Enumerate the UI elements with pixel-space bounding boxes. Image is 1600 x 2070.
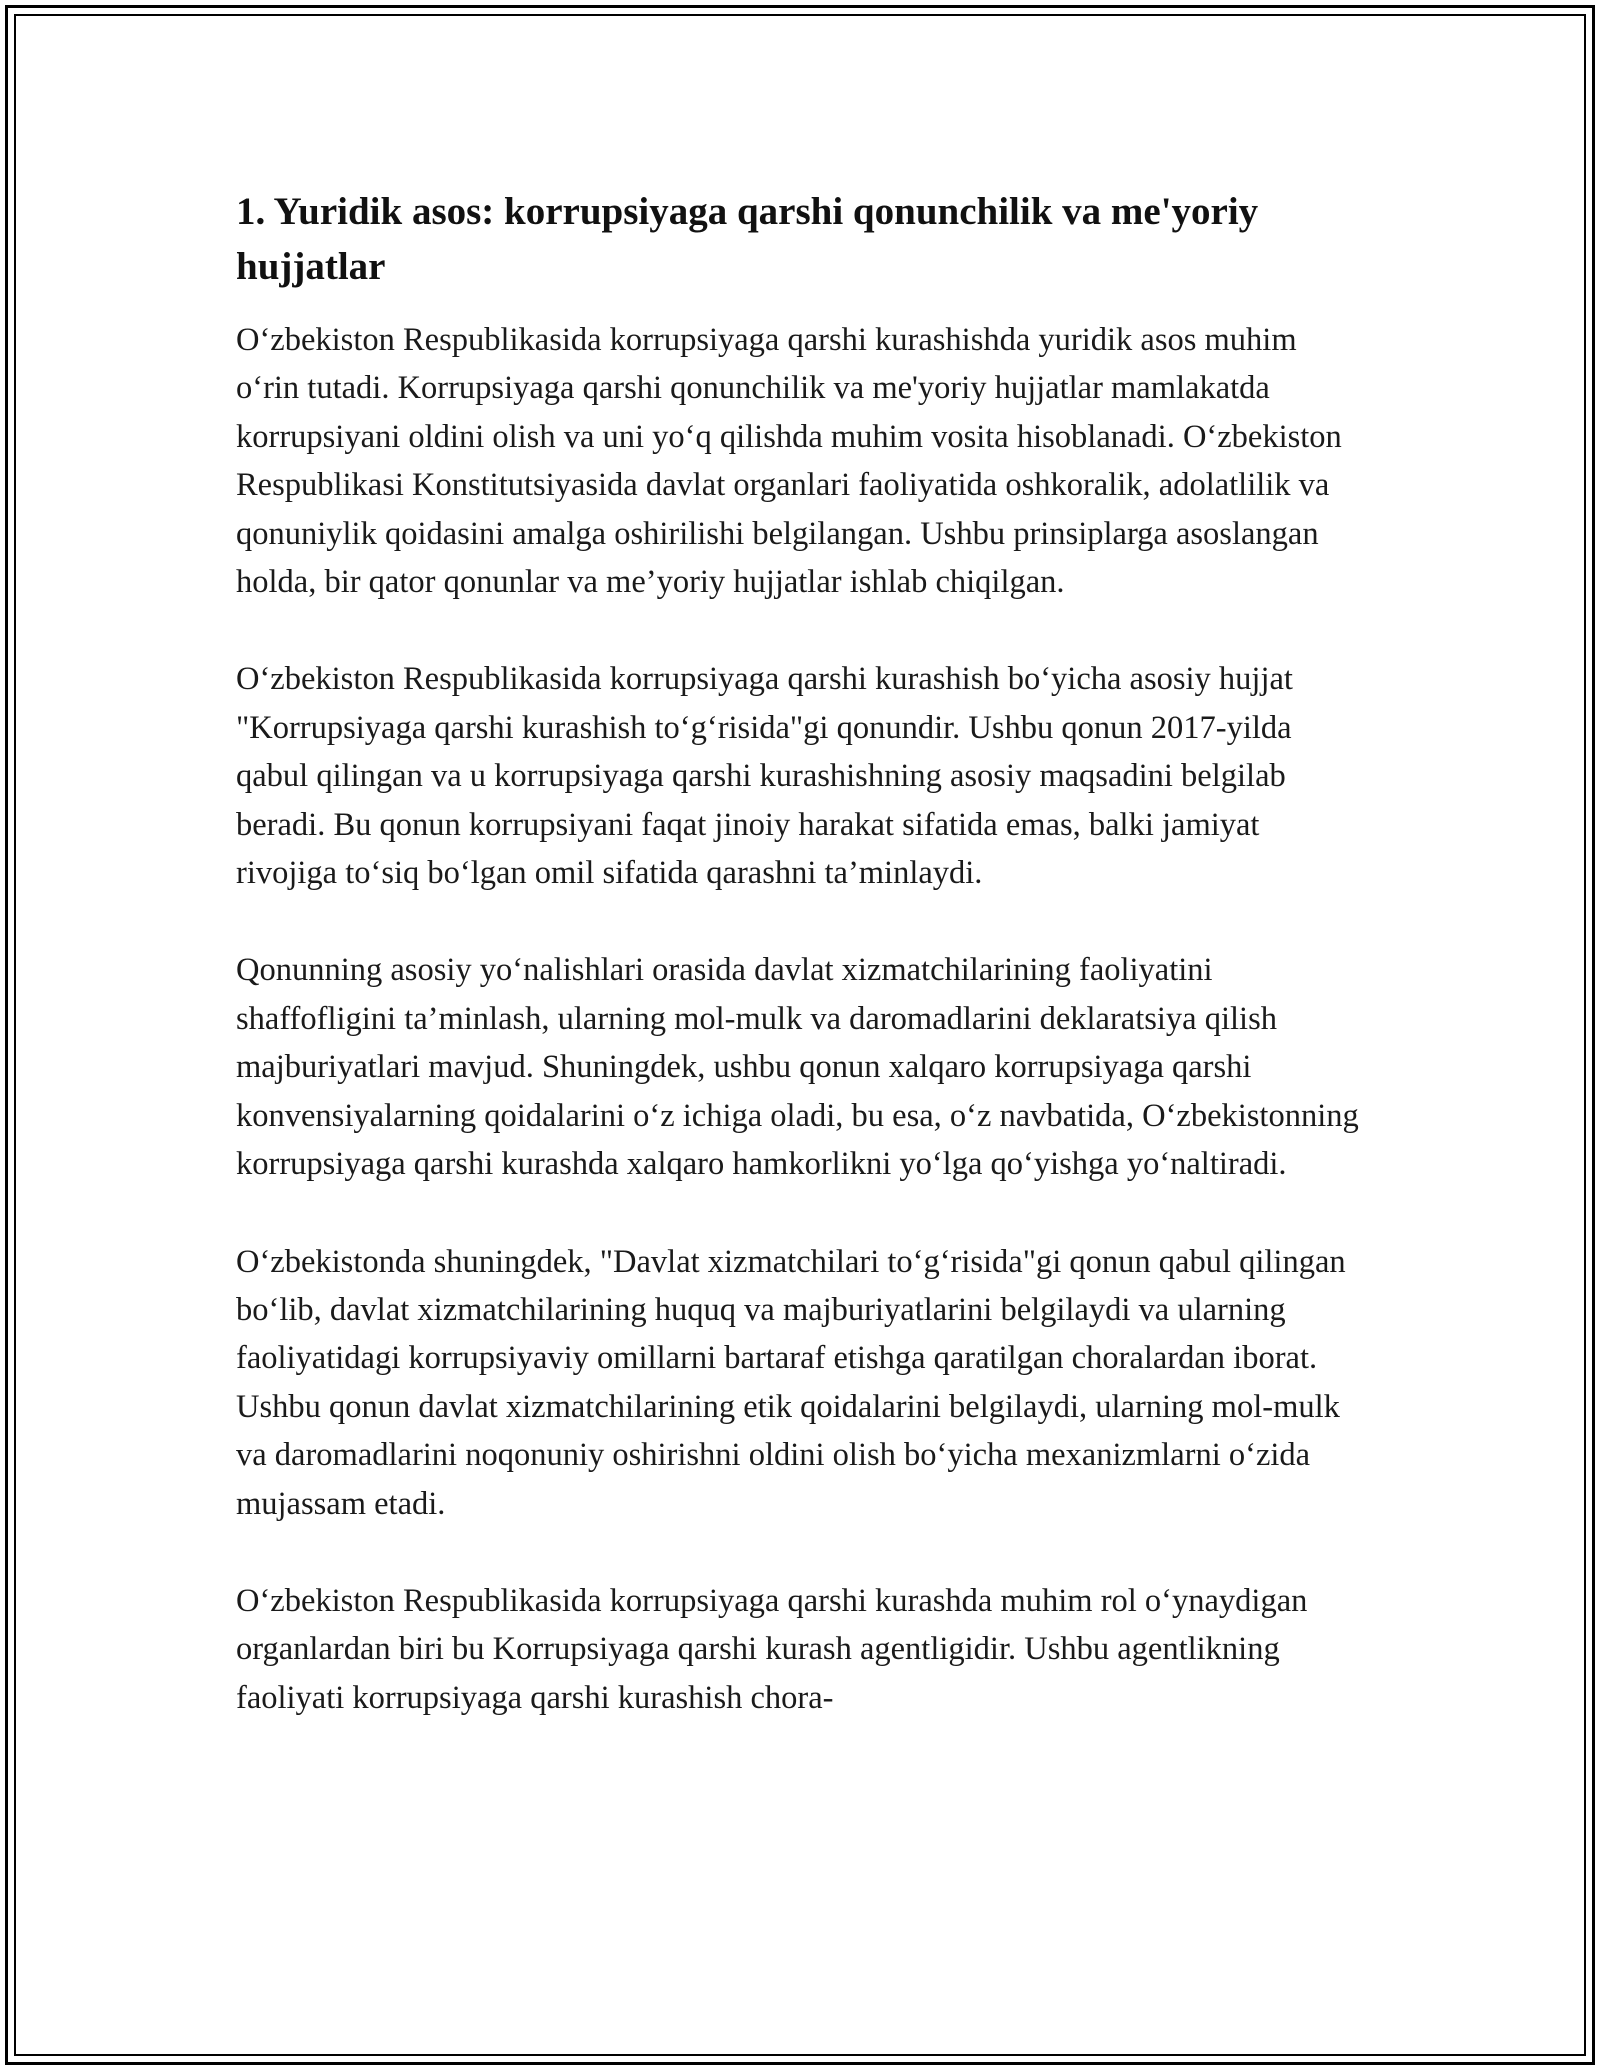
paragraph-anticorruption-law: O‘zbekiston Respublikasida korrupsiyaga qarshi kurashish bo‘yicha asosiy hujjat "Korrupsiyaga qarshi kurashish to‘g‘risida"gi qonundir. Ushbu qonun 2017-yilda qabul qilingan va u korrupsiyaga qarshi kurashishning asosiy maqsadini belgilab beradi. Bu qonun korrupsiyani faqat jinoiy harakat sifatida emas, balki jamiyat rivojiga to‘siq bo‘lgan omil sifatida qarashni ta’minlaydi. bbox=[236, 661, 1293, 892]
paragraph-law-directions: Qonunning asosiy yo‘nalishlari orasida davlat xizmatchilarining faoliyatini shaffofligini ta’minlash, ularning mol-mulk va daromadlarini deklaratsiya qilish majburiyatlari mavjud. Shuningdek, ushbu qonun xalqaro korrupsiyaga qarshi konvensiyalarning qoidalarini o‘z ichiga oladi, bu esa, o‘z navbatida, O‘zbekistonning korrupsiyaga qarshi kurashda xalqaro hamkorlikni yo‘lga qo‘yishga yo‘naltiradi. bbox=[236, 952, 1359, 1183]
paragraph-civil-servants-law: O‘zbekistonda shuningdek, "Davlat xizmatchilari to‘g‘risida"gi qonun qabul qilingan bo‘lib, davlat xizmatchilarining huquq va majburiyatlarini belgilaydi va ularning faoliyatidagi korrupsiyaviy omillarni bartaraf etishga qaratilgan choralardan iborat. Ushbu qonun davlat xizmatchilarining etik qoidalarini belgilaydi, ularning mol-mulk va daromadlarini noqonuniy oshirishni oldini olish bo‘yicha mexanizmlarni o‘zida mujassam etadi. bbox=[236, 1243, 1346, 1522]
paragraph-anticorruption-agency: O‘zbekiston Respublikasida korrupsiyaga qarshi kurashda muhim rol o‘ynaydigan organlardan biri bu Korrupsiyaga qarshi kurash agentligidir. Ushbu agentlikning faoliyati korrupsiyaga qarshi kurashish chora- bbox=[236, 1582, 1308, 1716]
section-heading: 1. Yuridik asos: korrupsiyaga qarshi qonunchilik va me'yoriy hujjatlar bbox=[236, 190, 1259, 288]
document-content bbox=[236, 184, 1366, 1722]
paragraph-legal-basis: O‘zbekiston Respublikasida korrupsiyaga qarshi kurashishda yuridik asos muhim o‘rin tutadi. Korrupsiyaga qarshi qonunchilik va me'yoriy hujjatlar mamlakatda korrupsiyani oldini olish va uni yo‘q qilishda muhim vosita hisoblanadi. O‘zbekiston Respublikasi Konstitutsiyasida davlat organlari faoliyatida oshkoralik, adolatlilik va qonuniylik qoidasini amalga oshirilishi belgilangan. Ushbu prinsiplarga asoslangan holda, bir qator qonunlar va me’yoriy hujjatlar ishlab chiqilgan. bbox=[236, 322, 1342, 601]
